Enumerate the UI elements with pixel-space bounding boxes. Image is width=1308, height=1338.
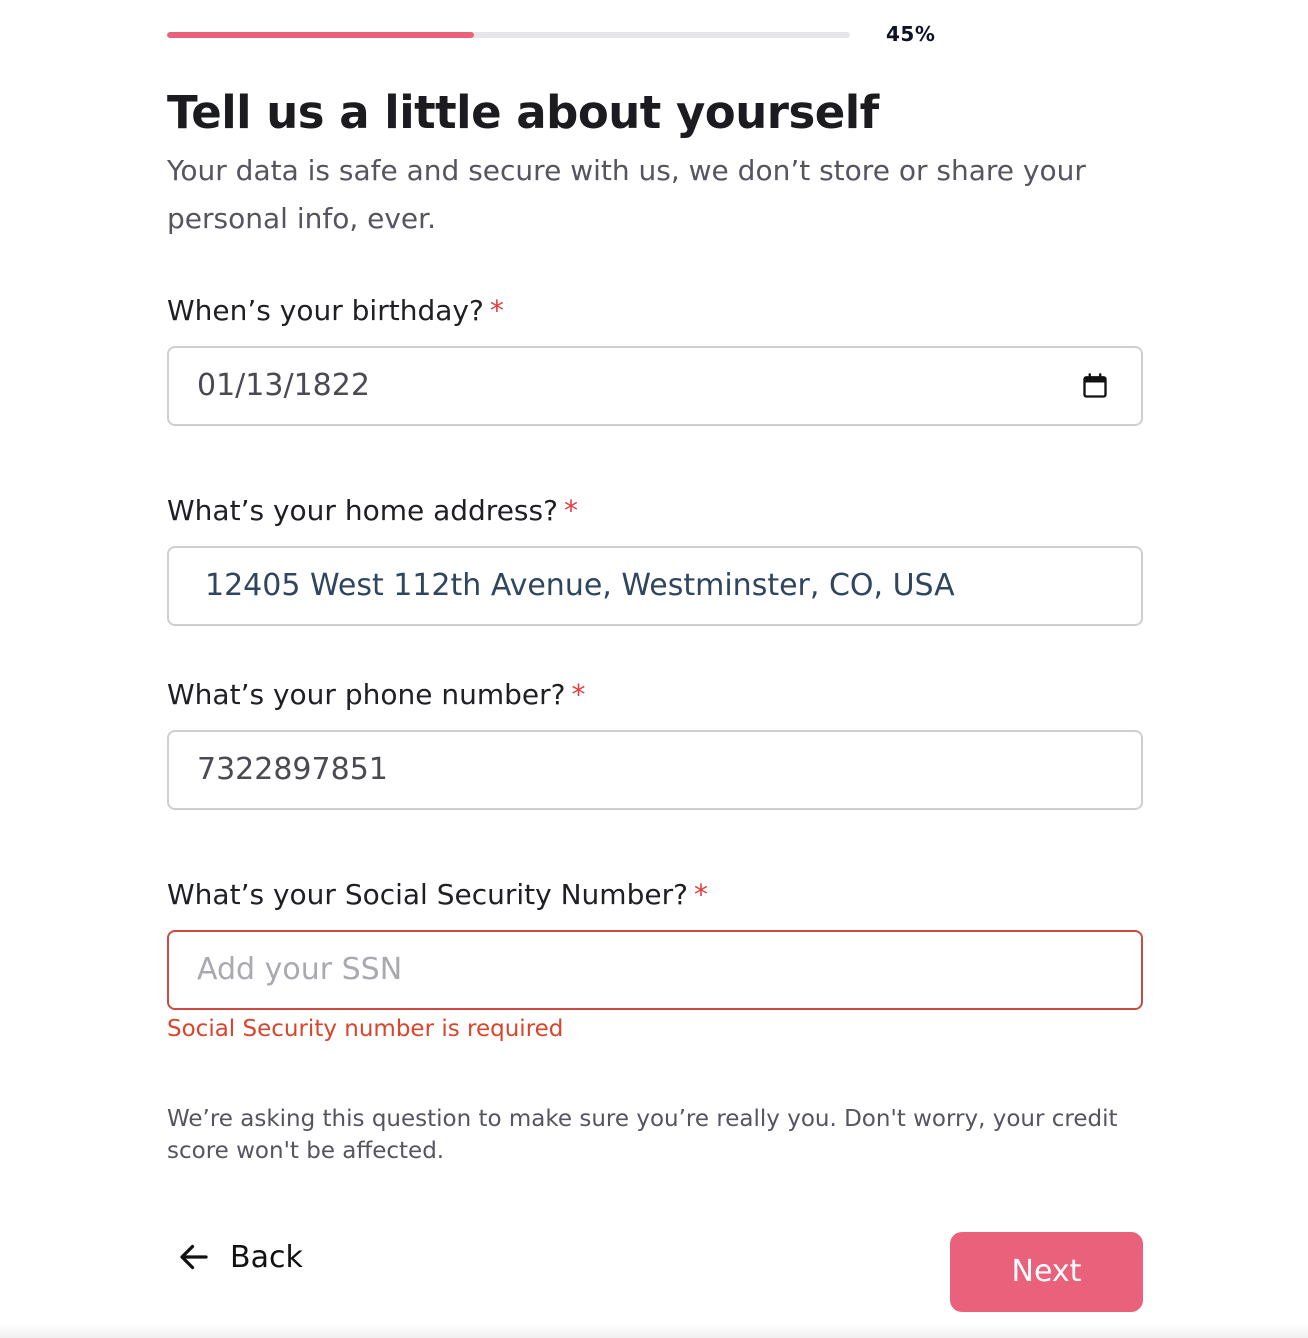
required-asterisk: * [489, 294, 504, 327]
phone-input[interactable] [167, 730, 1143, 810]
birthday-label [167, 294, 504, 327]
required-asterisk: * [693, 878, 708, 911]
page-title: Tell us a little about yourself [167, 86, 879, 139]
birthday-input[interactable] [167, 346, 1143, 426]
ssn-input[interactable] [167, 930, 1143, 1010]
ssn-error-message: Social Security number is required [167, 1016, 564, 1042]
birthday-label-text: When’s your birthday? [167, 294, 484, 327]
ssn-label [167, 878, 708, 911]
progress-bar [167, 32, 850, 38]
back-label: Back [230, 1239, 303, 1275]
address-label [167, 494, 578, 527]
page-subtitle: Your data is safe and secure with us, we don’t store or share your personal info, ever. [167, 154, 1086, 235]
progress-percent: 45% [886, 22, 936, 46]
disclaimer-text: We’re asking this question to make sure you’re really you. Don't worry, your credit score won't be affected. [167, 1106, 1118, 1164]
address-value: 12405 West 112th Avenue, Westminster, CO, USA [205, 568, 955, 603]
ssn-placeholder: Add your SSN [197, 952, 403, 987]
required-asterisk: * [563, 494, 578, 527]
phone-value: 7322897851 [197, 752, 388, 787]
calendar-icon[interactable] [1081, 372, 1109, 400]
address-label-text: What’s your home address? [167, 494, 558, 527]
required-asterisk: * [571, 678, 586, 711]
birthday-value: 01/13/1822 [197, 368, 370, 403]
back-button[interactable] [176, 1234, 303, 1280]
phone-label [167, 678, 585, 711]
arrow-left-icon [176, 1239, 212, 1275]
progress-fill [167, 32, 474, 38]
ssn-label-text: What’s your Social Security Number? [167, 878, 688, 911]
page-bottom-shadow [0, 1324, 1308, 1338]
address-input[interactable] [167, 546, 1143, 626]
next-button[interactable]: Next [950, 1232, 1143, 1312]
phone-label-text: What’s your phone number? [167, 678, 566, 711]
